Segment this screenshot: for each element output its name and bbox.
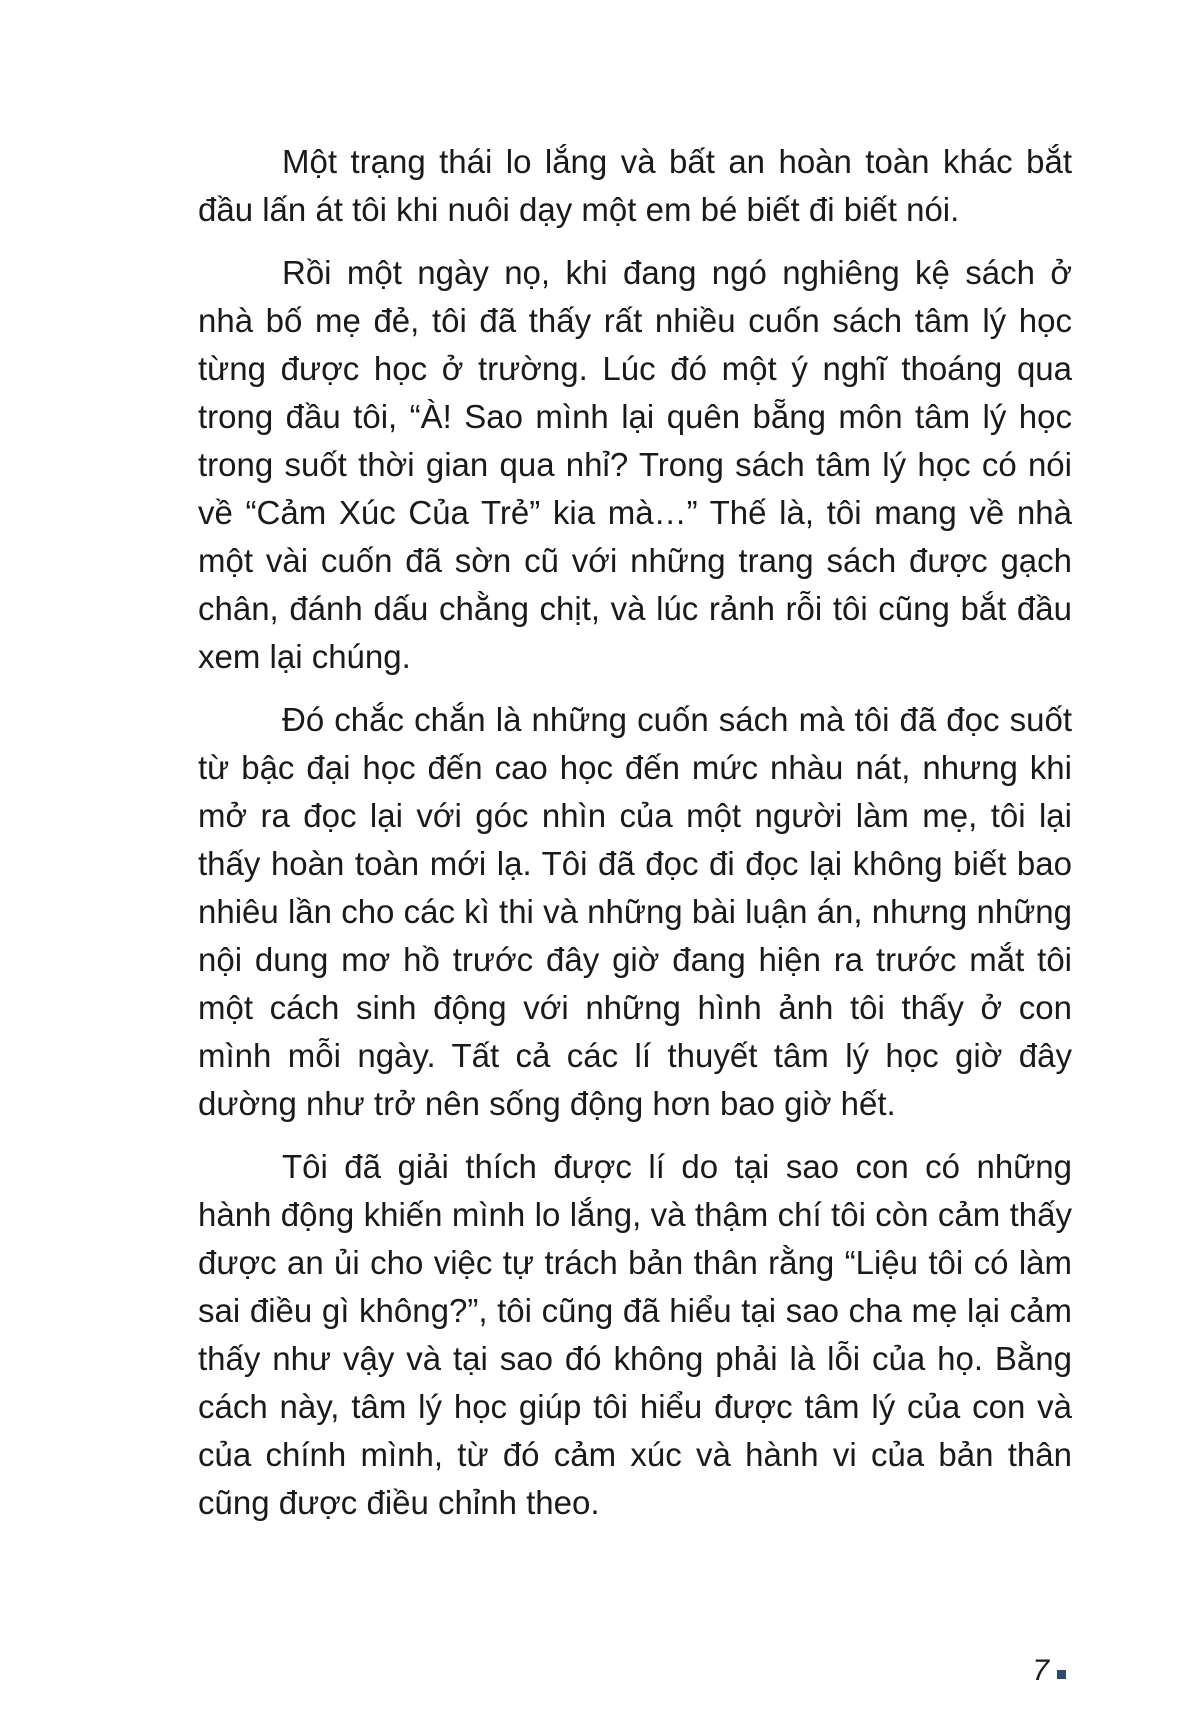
page-number: 7 <box>1032 1654 1049 1687</box>
paragraph-3: Đó chắc chắn là những cuốn sách mà tôi đã đọc suốt từ bậc đại học đến cao học đến mức nhàu nát, nhưng khi mở ra đọc lại với góc nhìn của một người làm mẹ, tôi lại thấy hoàn toàn mới lạ. Tôi đã đọc đi đọc lại không biết bao nhiêu lần cho các kì thi và những bài luận án, nhưng những nội dung mơ hồ trước đây giờ đang hiện ra trước mắt tôi một cách sinh động với những hình ảnh tôi thấy ở con mình mỗi ngày. Tất cả các lí thuyết tâm lý học giờ đây dường như trở nên sống động hơn bao giờ hết. <box>198 701 1072 1122</box>
square-marker-icon <box>1057 1670 1066 1679</box>
body-text <box>198 138 1072 1542</box>
page-footer <box>1032 1654 1066 1688</box>
paragraph-2: Rồi một ngày nọ, khi đang ngó nghiêng kệ sách ở nhà bố mẹ đẻ, tôi đã thấy rất nhiều cuốn sách tâm lý học từng được học ở trường. Lúc đó một ý nghĩ thoáng qua trong đầu tôi, “À! Sao mình lại quên bẵng môn tâm lý học trong suốt thời gian qua nhỉ? Trong sách tâm lý học có nói về “Cảm Xúc Của Trẻ” kia mà…” Thế là, tôi mang về nhà một vài cuốn đã sờn cũ với những trang sách được gạch chân, đánh dấu chằng chịt, và lúc rảnh rỗi tôi cũng bắt đầu xem lại chúng. <box>198 254 1072 675</box>
paragraph-4: Tôi đã giải thích được lí do tại sao con có những hành động khiến mình lo lắng, và thậm chí tôi còn cảm thấy được an ủi cho việc tự trách bản thân rằng “Liệu tôi có làm sai điều gì không?”, tôi cũng đã hiểu tại sao cha mẹ lại cảm thấy như vậy và tại sao đó không phải là lỗi của họ. Bằng cách này, tâm lý học giúp tôi hiểu được tâm lý của con và của chính mình, từ đó cảm xúc và hành vi của bản thân cũng được điều chỉnh theo. <box>198 1148 1072 1521</box>
paragraph-1: Một trạng thái lo lắng và bất an hoàn toàn khác bắt đầu lấn át tôi khi nuôi dạy một em bé biết đi biết nói. <box>198 143 1072 228</box>
